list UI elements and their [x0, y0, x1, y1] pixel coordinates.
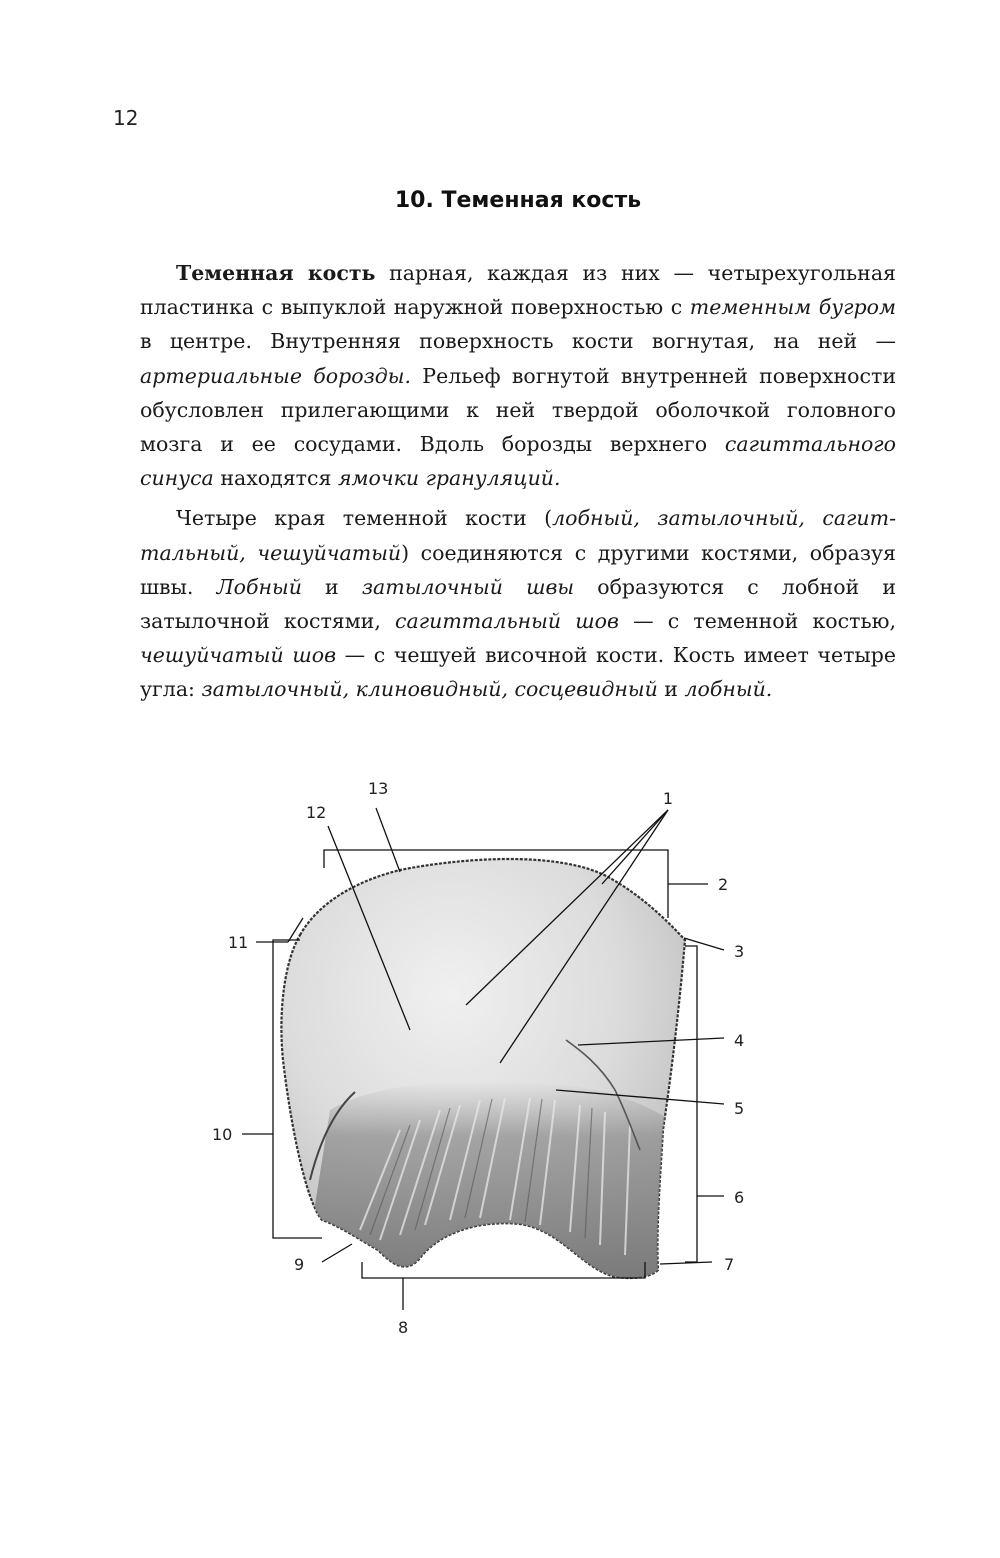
- paragraph-1: [140, 256, 896, 495]
- text-run: и: [657, 677, 685, 702]
- term-italic: теменным бугром: [689, 295, 897, 320]
- text-run: Четыре края теменной кости (: [176, 506, 553, 531]
- term-italic: лобный.: [684, 677, 773, 702]
- label-13: 13: [368, 779, 389, 798]
- body-text: [140, 256, 896, 713]
- label-7: 7: [724, 1255, 735, 1274]
- term-italic: артериальные борозды.: [140, 363, 412, 388]
- label-2: 2: [718, 875, 729, 894]
- text-run: образуются с лобной и затылочной костями,: [140, 574, 897, 634]
- label-9: 9: [294, 1255, 305, 1274]
- label-5: 5: [734, 1099, 745, 1118]
- term-parietal-bone: Теменная кость: [176, 261, 376, 285]
- text-run: — с теменной костью,: [618, 609, 896, 634]
- parietal-bone-illustration: [190, 760, 790, 1360]
- term-italic: сагиттального синуса: [140, 432, 896, 491]
- paragraph-2: [140, 501, 896, 706]
- section-heading: 10. Теменная кость: [394, 188, 642, 213]
- term-italic: затылочный швы: [361, 574, 575, 599]
- page-number: 12: [113, 106, 139, 130]
- term-italic: чешуйчатый шов: [140, 643, 337, 668]
- text-run: находятся: [213, 466, 338, 491]
- label-6: 6: [734, 1188, 745, 1207]
- squamous-region: [300, 1082, 700, 1300]
- label-4: 4: [734, 1031, 745, 1050]
- text-run: и: [301, 574, 362, 599]
- term-italic: лобный, затылочный, сагиттальный, чешуйчатый: [140, 506, 896, 565]
- label-1: 1: [662, 789, 674, 808]
- label-10: 10: [212, 1125, 233, 1144]
- term-italic: сагиттальный шов: [395, 609, 619, 634]
- text-run: в центре. Внутренняя поверхность кости вогнутая, на ней —: [140, 329, 896, 354]
- text-run: — с чешуей височной кости. Кость имеет четыре угла:: [140, 643, 896, 702]
- text-run: ) соединяются с другими костями, образуя швы.: [140, 540, 896, 599]
- parietal-bone-figure: [190, 760, 790, 1360]
- text-run: парная, каждая из них — четырехугольная пластинка с выпуклой наружной поверхностью с: [140, 261, 896, 320]
- label-11: 11: [228, 933, 249, 952]
- label-8: 8: [398, 1318, 409, 1337]
- label-3: 3: [734, 942, 745, 961]
- term-italic: затылочный, клиновидный, сосцевидный: [201, 677, 658, 702]
- label-12: 12: [306, 803, 327, 822]
- term-italic: ямочки грануляций.: [337, 466, 561, 491]
- text-run: Рельеф вогнутой внутренней поверхности обусловлен прилегающими к ней твердой оболочкой головного мозга и ее сосудами. Вдоль борозды верхнего: [140, 363, 897, 457]
- term-italic: Лобный: [216, 574, 302, 599]
